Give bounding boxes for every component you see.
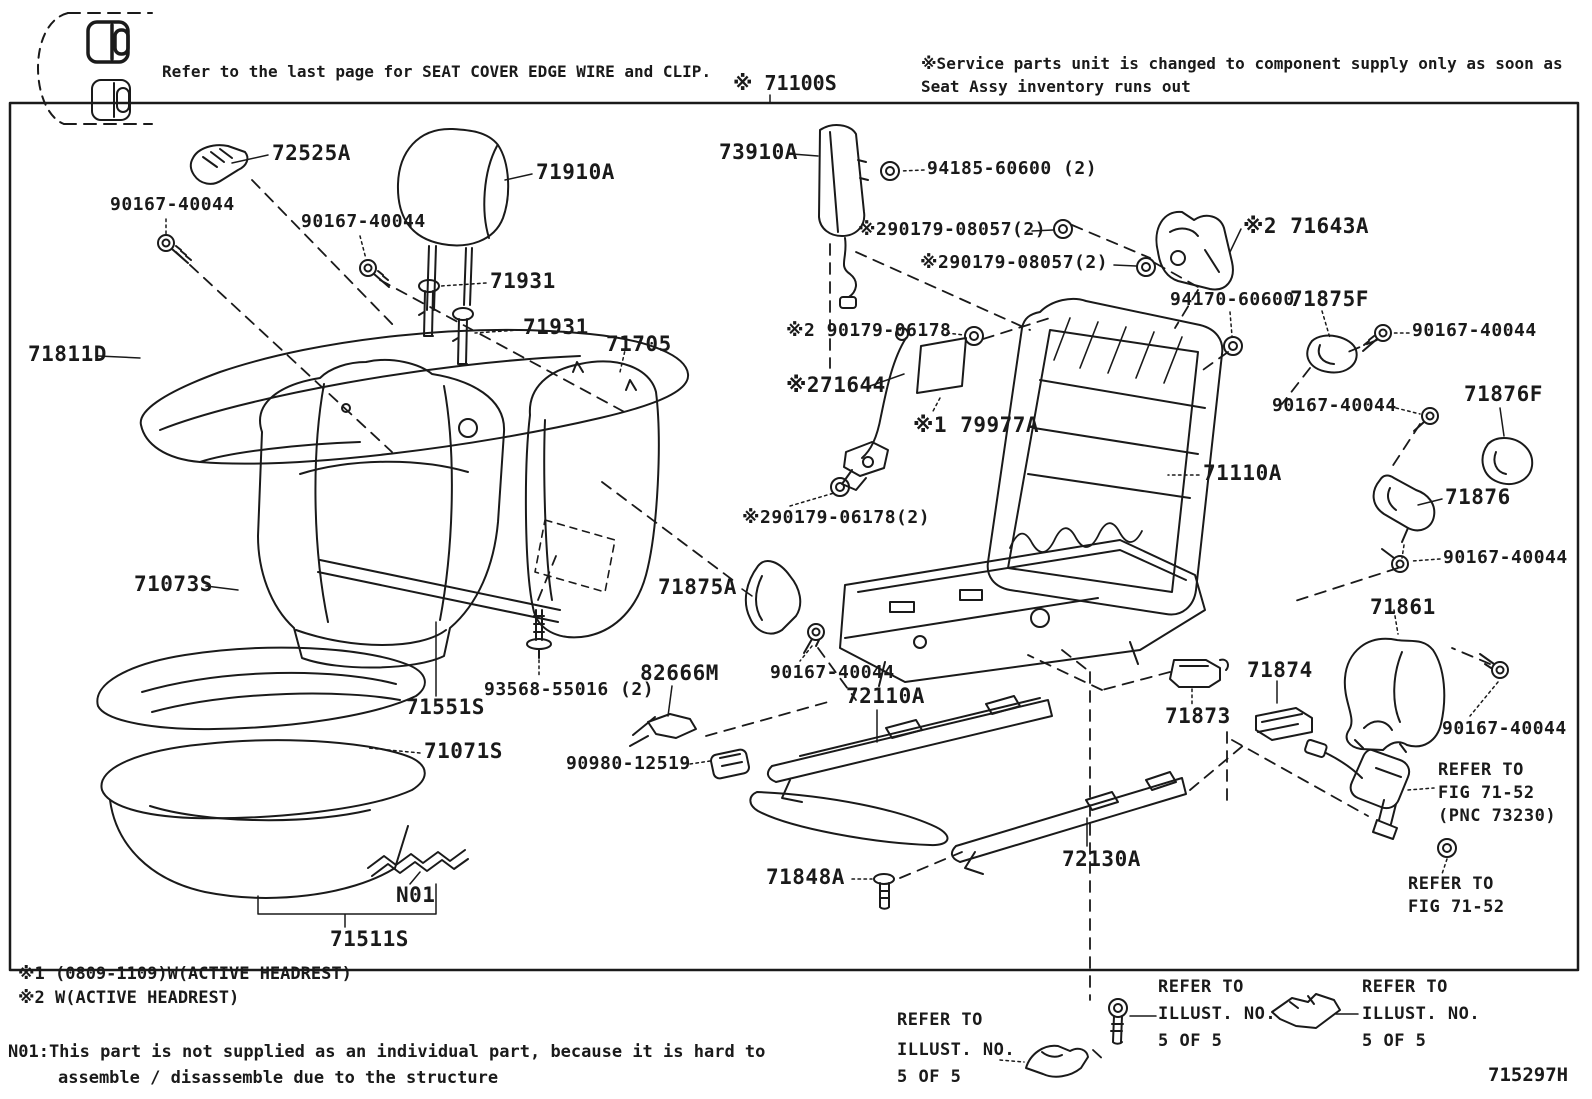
screw-90167-left: [158, 235, 191, 263]
part-label-refer-to-47: REFER TO: [897, 1010, 983, 1030]
harness-71644-sketch: [842, 328, 908, 490]
part-label-illust-no-48: ILLUST. NO.: [897, 1040, 1016, 1060]
part-label-71910a-1: 71910A: [536, 160, 615, 184]
plate-79977a-sketch: [917, 338, 966, 393]
doc-number: 715297H: [1488, 1064, 1569, 1086]
part-label-71876-23: 71876: [1445, 485, 1511, 509]
bracket-71643a-sketch: [1156, 212, 1232, 290]
part-label-290179-08057-2-11: ※290179-08057(2): [858, 219, 1047, 240]
cover-edge-note: Refer to the last page for SEAT COVER EDGE WIRE and CLIP.: [162, 62, 712, 81]
part-label-71511s-46: 71511S: [330, 927, 409, 951]
part-label-90167-40044-30: 90167-40044: [770, 662, 895, 683]
seat-track-72110a-sketch: [768, 696, 1052, 802]
footnote-n01-line1: N01:This part is not supplied as an individual part, because it is hard to: [8, 1042, 766, 1062]
footnote-n01-line2: assemble / disassemble due to the structure: [58, 1068, 499, 1088]
clip-bottom-right-sketch: [1272, 994, 1340, 1028]
cover-71875f-sketch: [1307, 336, 1356, 373]
seatback-frame-sketch: [988, 299, 1223, 615]
nut-94185: [881, 162, 899, 180]
part-label-90167-40044-34: 90167-40044: [1442, 718, 1567, 739]
service-note-line2: Seat Assy inventory runs out: [921, 77, 1191, 96]
part-label-illust-no-54: ILLUST. NO.: [1362, 1004, 1481, 1024]
clip-bottom-left-sketch: [1026, 1046, 1088, 1077]
front-seat-icon: [88, 22, 128, 62]
cushion-pad-sketch: [101, 740, 424, 898]
footnote-asterisk2: ※2 W(ACTIVE HEADREST): [18, 988, 240, 1008]
part-label-5-of-5-49: 5 OF 5: [897, 1067, 962, 1087]
screw-90167-righttop: [1363, 325, 1391, 351]
part-label-71073s-8: 71073S: [134, 572, 213, 596]
part-label-n01-45: N01: [396, 883, 436, 907]
part-label-2-90179-06178-17: ※2 90179-06178: [786, 320, 952, 341]
part-label-271644-18: ※271644: [786, 373, 886, 397]
part-label-71551s-38: 71551S: [406, 695, 485, 719]
cover-71875a-sketch: [746, 561, 800, 634]
part-label-5-of-5-55: 5 OF 5: [1362, 1031, 1427, 1051]
part-label-71705-7: 71705: [606, 332, 672, 356]
part-label-290179-06178-2-25: ※290179-06178(2): [742, 507, 931, 528]
screw-90167-center: [804, 624, 824, 653]
part-label-71071s-39: 71071S: [424, 739, 503, 763]
part-label-71848a-41: 71848A: [766, 865, 845, 889]
part-label-72525a-0: 72525A: [272, 141, 351, 165]
part-label-5-of-5-52: 5 OF 5: [1158, 1031, 1223, 1051]
recliner-cover-sketch: [191, 145, 248, 184]
service-note-line1: ※Service parts unit is changed to component supply only as soon as: [921, 54, 1563, 73]
spring-wire-sketch: [368, 850, 468, 876]
seatback-cover-sketch: [258, 360, 504, 668]
airbag-module-sketch: [819, 125, 868, 308]
cushion-cover-sketch: [97, 648, 425, 729]
part-label-71811d-6: 71811D: [28, 342, 107, 366]
cover-71876-sketch: [1374, 476, 1435, 542]
part-label-71861-27: 71861: [1370, 595, 1436, 619]
screw-90167-76f: [1414, 408, 1438, 431]
part-label-72130a-42: 72130A: [1062, 847, 1141, 871]
part-label-90167-40044-20: 90167-40044: [1272, 395, 1397, 416]
bracket-71874-sketch: [1256, 708, 1312, 740]
part-label-94170-60600-14: 94170-60600: [1170, 289, 1295, 310]
part-label-90980-12519-40: 90980-12519: [566, 753, 691, 774]
connector-90980-sketch: [710, 749, 750, 780]
part-label-90167-40044-2: 90167-40044: [110, 194, 235, 215]
part-label-71876f-21: 71876F: [1464, 382, 1543, 406]
part-label-2-71643a-13: ※2 71643A: [1243, 214, 1370, 238]
bolt-bottom-middle-sketch: [1109, 999, 1127, 1044]
nut-buckle: [1438, 839, 1456, 857]
figure-code: ※ 71100S: [733, 71, 837, 95]
screw-90167-rightbottom: [1480, 654, 1508, 678]
part-label-71873-33: 71873: [1165, 704, 1231, 728]
part-label-71931-5: 71931: [523, 315, 589, 339]
cover-71876f-sketch: [1483, 438, 1533, 484]
part-label-71110a-22: 71110A: [1203, 461, 1282, 485]
part-label-1-79977a-19: ※1 79977A: [913, 413, 1040, 437]
front-seat-icon-2: [92, 80, 130, 120]
part-label-illust-no-51: ILLUST. NO.: [1158, 1004, 1277, 1024]
footnote-asterisk1: ※1 (0809-1109)W(ACTIVE HEADREST): [18, 964, 352, 984]
part-label-73910a-9: 73910A: [719, 140, 798, 164]
bracket-71873-sketch: [1170, 660, 1228, 687]
cushion-frame-sketch: [840, 540, 1205, 686]
part-label-71875a-26: 71875A: [658, 575, 737, 599]
part-label-refer-to-53: REFER TO: [1362, 977, 1448, 997]
part-label-refer-to-35: REFER TO: [1438, 760, 1524, 780]
part-label-fig-71-52-44: FIG 71-52: [1408, 897, 1505, 917]
part-label-94185-60600-2-10: 94185-60600 (2): [927, 158, 1098, 179]
part-label-290179-08057-2-12: ※290179-08057(2): [920, 252, 1109, 273]
part-label-90167-40044-16: 90167-40044: [1412, 320, 1537, 341]
part-label-pnc-73230-37: (PNC 73230): [1438, 806, 1557, 826]
nut-08057-a: [1054, 220, 1072, 238]
nut-08057-b: [1137, 258, 1155, 276]
part-label-refer-to-50: REFER TO: [1158, 977, 1244, 997]
part-label-93568-55016-2-28: 93568-55016 (2): [484, 679, 655, 700]
car-outline-icon: [38, 13, 152, 124]
part-label-71875f-15: 71875F: [1290, 287, 1369, 311]
nut-06178-b: [831, 478, 849, 496]
part-label-82666m-29: 82666M: [640, 661, 719, 685]
part-label-72110a-31: 72110A: [846, 684, 925, 708]
part-label-90167-40044-3: 90167-40044: [301, 211, 426, 232]
clip-82666m-sketch: [630, 714, 696, 746]
part-label-71931-4: 71931: [490, 269, 556, 293]
cover-71861-sketch: [1345, 639, 1444, 752]
wire-71848a-sketch: [750, 792, 947, 909]
part-label-90167-40044-24: 90167-40044: [1443, 547, 1568, 568]
part-label-71874-32: 71874: [1247, 658, 1313, 682]
nut-06178-a: [965, 327, 983, 345]
part-label-refer-to-43: REFER TO: [1408, 874, 1494, 894]
part-label-fig-71-52-36: FIG 71-52: [1438, 783, 1535, 803]
